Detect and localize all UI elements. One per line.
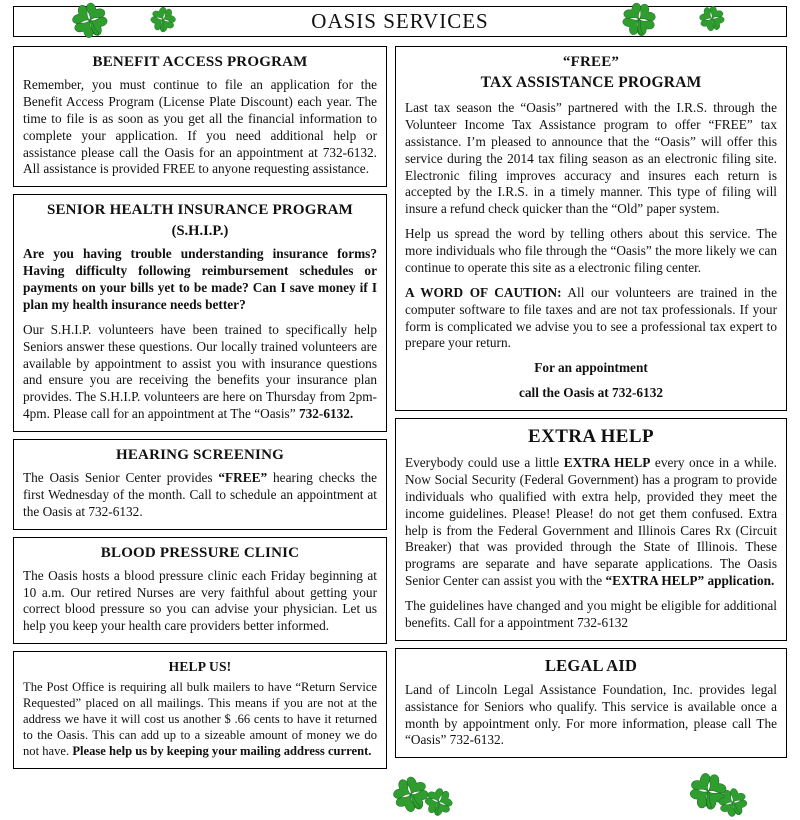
- tax-paragraph-1: Last tax season the “Oasis” partnered with the I.R.S. through the Volunteer Income Tax Assistance program to offer “FREE” tax assistance. I’m pleased to announce that the “Oasis” will offer this service during the 2014 tax filing season as an electronic filing site. Electronic filing improves accuracy and insures each return is accepted by the I.R.S. in a timely manner. This type of filing will insure a refund check quicker than the “Old” paper system.: [405, 100, 777, 217]
- ship-body-text: Our S.H.I.P. volunteers have been trained to specifically help Seniors answer these questions. Our locally trained volunteers are available by appointment to assist you with insurance questions and ensure you are receiving the benefits your insurance plan provides. The S.H.I.P. volunteers are here on Thursday from 2pm-4pm. Please call for an appointment at The “Oasis”: [23, 321, 377, 422]
- tax-appointment-line-1: For an appointment: [534, 360, 648, 376]
- section-help-us: [13, 651, 387, 769]
- section-hearing-screening: [13, 439, 387, 530]
- extra-paragraph-1: [405, 455, 777, 590]
- right-column: [395, 46, 787, 765]
- benefit-title: BENEFIT ACCESS PROGRAM: [92, 54, 308, 70]
- hearing-body-text: The Oasis Senior Center provides: [23, 470, 219, 485]
- tax-caution-text: All our volunteers are trained in the computer software to file taxes and are not tax professionals. If your form is complicated we advise you to see a professional tax expert to prepare your return.: [405, 284, 777, 351]
- clover-icon: [694, 1, 730, 37]
- section-senior-health-insurance: [13, 194, 387, 432]
- hearing-body: [23, 470, 377, 521]
- benefit-body: Remember, you must continue to file an application for the Benefit Access Program (License Plate Discount) each year. The time to file is as soon as you get all the financial information to complete your application. If you need additional help or assistance please call the Oasis for an appointment at 732-6132. All assistance is provided FREE to anyone requesting assistance.: [23, 77, 377, 177]
- clover-icon: [64, 0, 115, 47]
- section-tax-assistance-program: [395, 46, 787, 411]
- extra-bold-2: “EXTRA HELP” application.: [605, 573, 775, 589]
- ship-questions: Are you having trouble understanding insurance forms? Having difficulty following reimbursement schedules or payments on your bills yet to be made? Can I save money if I plan my health insurance needs better?: [23, 246, 377, 312]
- extra-bold-1: EXTRA HELP: [563, 455, 651, 470]
- tax-title-free: “FREE”: [562, 54, 620, 70]
- tax-appointment-line-2: call the Oasis at 732-6132: [518, 385, 664, 401]
- section-legal-aid: [395, 648, 787, 759]
- helpus-body: [23, 680, 377, 760]
- helpus-bold: Please help us by keeping your mailing address current.: [72, 744, 372, 759]
- page-title: OASIS SERVICES: [311, 9, 489, 33]
- content-columns: [13, 46, 787, 776]
- extra-text-1: Everybody could use a little: [405, 455, 564, 470]
- left-column: [13, 46, 387, 776]
- clover-icon: [712, 782, 753, 820]
- clover-icon: [617, 0, 662, 42]
- section-extra-help: [395, 418, 787, 641]
- legal-body: Land of Lincoln Legal Assistance Foundation, Inc. provides legal assistance for Seniors who qualify. This service is available once a month by appointment only. For more information, please call The “Oasis” 732-6132.: [405, 681, 777, 748]
- tax-caution: [405, 285, 777, 353]
- legal-title: LEGAL AID: [544, 655, 638, 675]
- hearing-title: HEARING SCREENING: [115, 447, 284, 463]
- tax-caution-lead: A WORD OF CAUTION:: [405, 284, 562, 300]
- ship-title: SENIOR HEALTH INSURANCE PROGRAM: [46, 202, 354, 219]
- hearing-body-text-2: hearing checks the first Wednesday of the month. Call to schedule an appointment at the Oasis at 732-6132.: [23, 470, 378, 519]
- helpus-body-text: The Post Office is requiring all bulk mailers to have “Return Service Requested” placed on all mailings. This means if you are not at the address we have it will cost us another $ .66 cents to have it returned to the Oasis. This can add up to a sizeable amount of money we do not have.: [23, 680, 377, 759]
- extra-text-2: every once in a while. Now Social Security (Federal Government) has a program to provide individuals who qualified with extra help, provided they meet the income guidelines. Please! Please! do not get them confused. Extra help is from the Federal Government and Illinois Cares Rx (Circuit Breaker) that was provided through the State of Illinois. These programs are separate and have separate applications. The Oasis Senior Center can assist you with the: [405, 455, 777, 589]
- section-blood-pressure-clinic: [13, 537, 387, 645]
- extra-title: EXTRA HELP: [528, 426, 654, 447]
- tax-paragraph-2: Help us spread the word by telling others about this service. The more individuals who file through the “Oasis” the more likely we can continue to operate this site as a electronic filing center.: [405, 226, 777, 275]
- blood-title: BLOOD PRESSURE CLINIC: [100, 544, 300, 561]
- ship-subtitle: (S.H.I.P.): [171, 223, 229, 240]
- extra-paragraph-2: The guidelines have changed and you might be eligible for additional benefits. Call for a appointment 732-6132: [405, 598, 777, 630]
- section-benefit-access-program: [13, 46, 387, 187]
- hearing-free-bold: “FREE”: [218, 470, 268, 485]
- ship-body: [23, 322, 377, 423]
- tax-title-main: TAX ASSISTANCE PROGRAM: [480, 74, 702, 91]
- clover-icon: [144, 1, 182, 39]
- helpus-title: HELP US!: [168, 659, 232, 675]
- ship-phone-bold: 732-6132.: [298, 406, 354, 422]
- masthead: [13, 6, 787, 37]
- blood-body: The Oasis hosts a blood pressure clinic each Friday beginning at 10 a.m. Our retired Nurses are very faithful about getting your correct blood pressure so you can advise your physician. Let us help you keep your health care providers better informed.: [23, 567, 377, 634]
